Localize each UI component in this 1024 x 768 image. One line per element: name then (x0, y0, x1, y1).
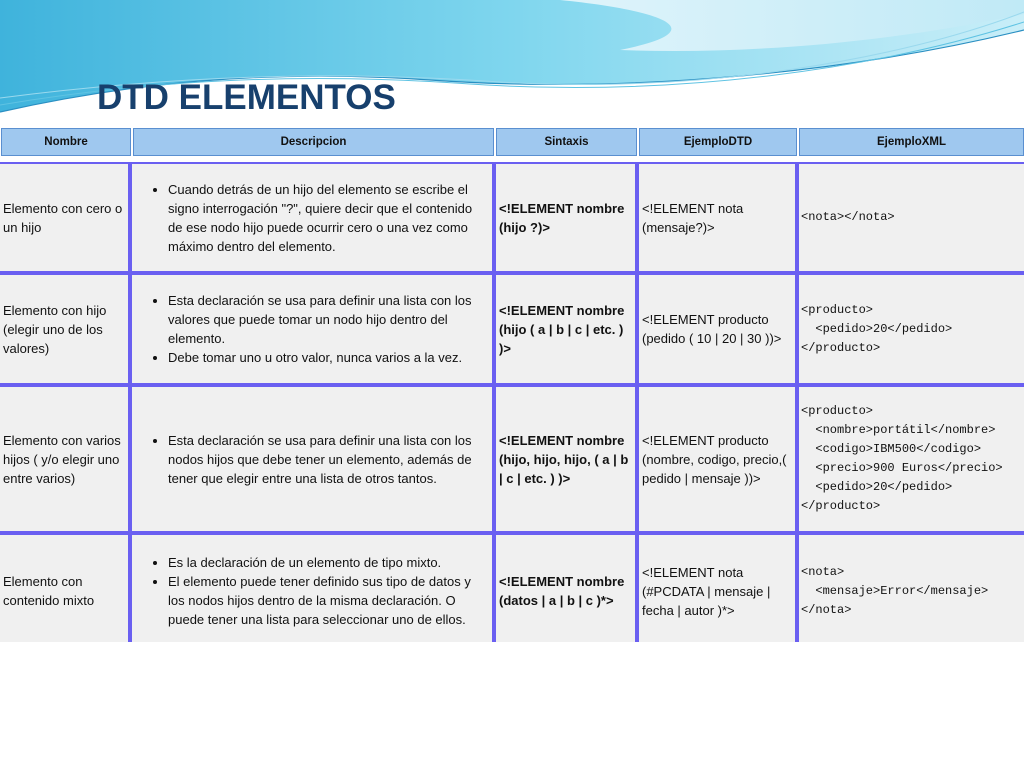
table-cell-nombre (0, 273, 130, 385)
description-item: • Esta declaración se usa para definir una lista con los nodos hijos que debe tener un elemento, además de tener que elegir entre una lista de otros tantos. (168, 431, 488, 488)
table-cell-nombre (0, 533, 130, 642)
sintaxis-text: <!ELEMENT nombre (hijo ?)> (499, 200, 625, 235)
sintaxis-text: <!ELEMENT nombre (hijo, hijo, hijo, ( a | b | c | etc. ) )> (499, 432, 629, 486)
table-cell-descripcion (130, 385, 494, 533)
table-cell-sintaxis (494, 385, 637, 533)
table-cell-nombre (0, 162, 130, 273)
table-cell-ejemplo-xml (797, 533, 1024, 642)
table-cell-ejemplo-dtd (637, 533, 797, 642)
table-cell-ejemplo-xml (797, 273, 1024, 385)
table-cell-ejemplo-dtd (637, 385, 797, 533)
table-cell-ejemplo-dtd (637, 162, 797, 273)
table-header-descripcion: Descripcion (133, 128, 494, 156)
page-title: DTD ELEMENTOS (97, 78, 396, 117)
description-item: • Cuando detrás de un hijo del elemento se escribe el signo interrogación "?", quiere decir que el contenido de ese nodo hijo puede ocurrir cero o una vez como máximo dentro del elemento. (168, 180, 488, 256)
description-item: • Esta declaración se usa para definir una lista con los valores que puede tomar un nodo hijo dentro del elemento. (168, 291, 488, 348)
ejemplo-dtd-text: <!ELEMENT producto (pedido ( 10 | 20 | 30 ))> (642, 312, 782, 346)
ejemplo-xml-code: <nota> <mensaje>Error</mensaje> </nota> (801, 564, 989, 617)
description-item: • El elemento puede tener definido sus tipo de datos y los nodos hijos dentro de la misma declaración. O puede tener una lista para seleccionar uno de ellos. (168, 572, 488, 629)
description-item: • Debe tomar uno u otro valor, nunca varios a la vez. (168, 348, 488, 367)
table-header-ejemplo-xml: EjemploXML (799, 128, 1024, 156)
ejemplo-dtd-text: <!ELEMENT nota (mensaje?)> (642, 200, 744, 235)
description-item: • Es la declaración de un elemento de tipo mixto. (168, 553, 488, 572)
description-list (132, 180, 492, 256)
ejemplo-dtd-text: <!ELEMENT nota (#PCDATA | mensaje | fecha | autor )*> (642, 564, 771, 618)
ejemplo-xml-code: <producto> <nombre>portátil</nombre> <codigo>IBM500</codigo> <precio>900 Euros</precio> <pedido>20</pedido> </producto> (801, 404, 1003, 513)
table-cell-descripcion (130, 273, 494, 385)
table-cell-nombre (0, 385, 130, 533)
ejemplo-dtd-text: <!ELEMENT producto (nombre, codigo, precio,( pedido | mensaje ))> (642, 432, 787, 486)
description-list (132, 291, 492, 367)
nombre-text: Elemento con varios hijos ( y/o elegir uno entre varios) (3, 432, 121, 486)
sintaxis-text: <!ELEMENT nombre (datos | a | b | c )*> (499, 574, 625, 608)
table-cell-descripcion (130, 162, 494, 273)
table-header-nombre: Nombre (1, 128, 131, 156)
description-list (132, 553, 492, 629)
nombre-text: Elemento con contenido mixto (3, 574, 95, 608)
table-cell-ejemplo-dtd (637, 273, 797, 385)
description-list (132, 431, 492, 488)
table-header-ejemplo-dtd: EjemploDTD (639, 128, 797, 156)
table-cell-descripcion (130, 533, 494, 642)
nombre-text: Elemento con hijo (elegir uno de los valores) (3, 302, 107, 356)
table-cell-ejemplo-xml (797, 162, 1024, 273)
table-header-sintaxis: Sintaxis (496, 128, 637, 156)
table-cell-sintaxis (494, 162, 637, 273)
table-cell-ejemplo-xml (797, 385, 1024, 533)
dtd-elements-table (0, 126, 1024, 642)
nombre-text: Elemento con cero o un hijo (3, 200, 123, 235)
table-cell-sintaxis (494, 533, 637, 642)
sintaxis-text: <!ELEMENT nombre (hijo ( a | b | c | etc. ) )> (499, 302, 625, 356)
ejemplo-xml-code: <producto> <pedido>20</pedido> </producto> (801, 302, 953, 355)
table-cell-sintaxis (494, 273, 637, 385)
ejemplo-xml-code: <nota></nota> (801, 210, 895, 224)
